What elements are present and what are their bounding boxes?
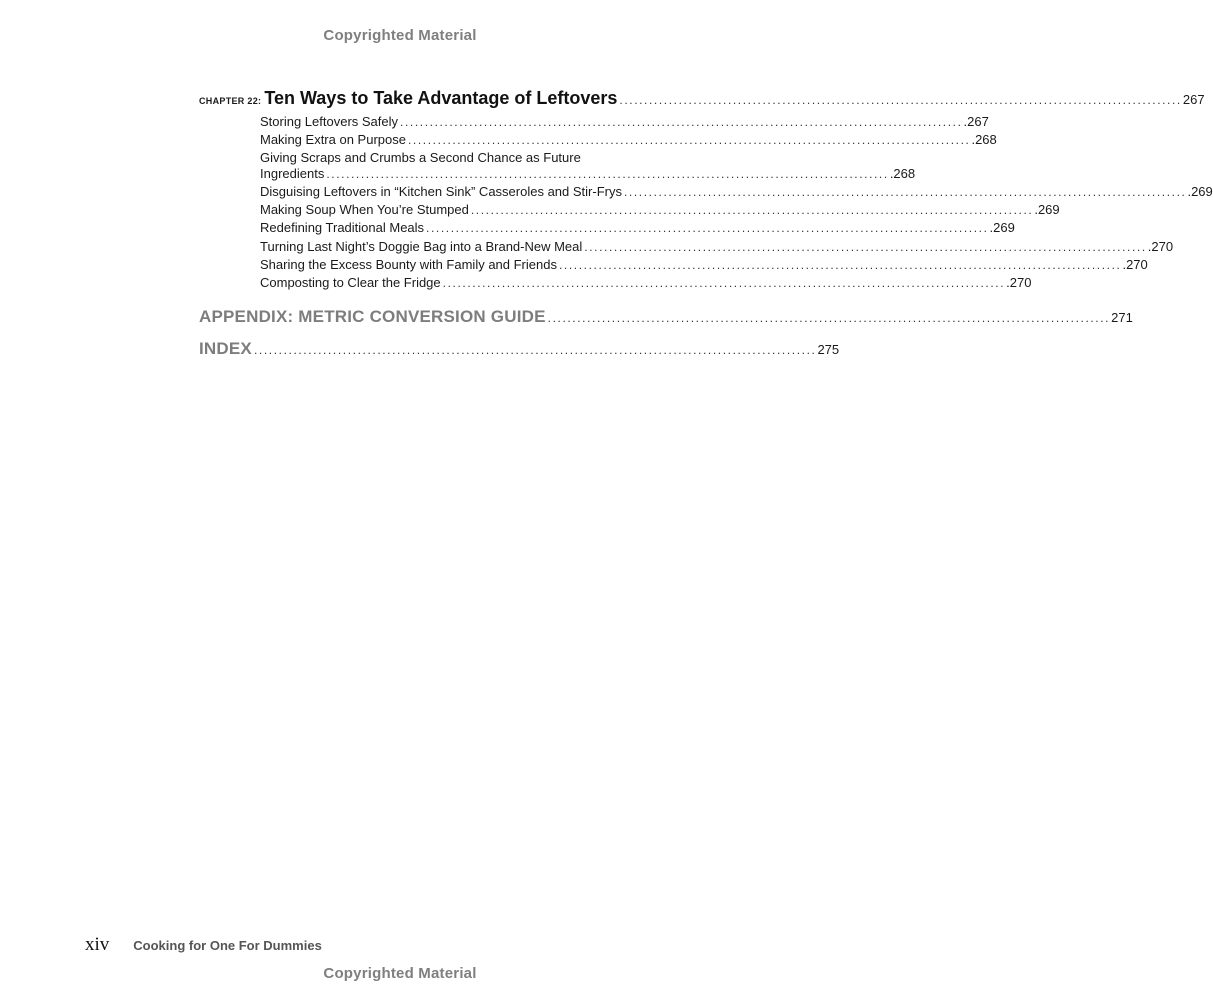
- entry-title-line2: Ingredients: [260, 165, 325, 181]
- entry-title: Making Extra on Purpose: [260, 132, 406, 148]
- dot-leader: ..................................................................................................................: [558, 258, 1122, 273]
- toc-entry[interactable]: [260, 201, 1060, 219]
- entry-page-number: .267: [963, 114, 989, 129]
- dot-leader: ..................................................................................................................: [584, 239, 1147, 254]
- entry-continuation: [260, 165, 916, 183]
- entry-title: Sharing the Excess Bounty with Family and Friends: [260, 257, 557, 273]
- toc-entry[interactable]: [260, 113, 989, 131]
- dot-leader: ..................................................................................................................: [426, 221, 989, 236]
- dot-leader: ..................................................................................................................: [470, 203, 1034, 218]
- entry-page-number: .269: [1187, 183, 1213, 199]
- toc-entry[interactable]: [260, 219, 1015, 237]
- chapter-heading[interactable]: [199, 88, 1205, 109]
- index-title: INDEX: [199, 338, 252, 358]
- copyright-watermark-top: Copyrighted Material: [323, 27, 477, 44]
- dot-leader: ..................................................................................................................: [547, 310, 1111, 325]
- appendix-title: APPENDIX: METRIC CONVERSION GUIDE: [199, 306, 546, 326]
- entry-page-number: .268: [889, 165, 916, 181]
- toc-entry[interactable]: [260, 149, 916, 183]
- dot-leader: ..................................................................................................................: [253, 342, 817, 357]
- entry-page-number: .270: [1122, 257, 1148, 273]
- dot-leader: ..................................................................................................................: [623, 184, 1187, 199]
- chapter-page-number: 267: [1182, 92, 1205, 107]
- entry-page-number: .270: [1006, 275, 1032, 291]
- entry-page-number: .269: [989, 220, 1015, 236]
- entry-page-number: .270: [1147, 238, 1174, 254]
- dot-leader: ..................................................................................................................: [442, 276, 1006, 291]
- footer-book-title: Cooking for One For Dummies: [133, 938, 322, 953]
- chapter-title: Ten Ways to Take Advantage of Leftovers: [264, 88, 618, 108]
- entry-page-number: .268: [971, 132, 997, 148]
- dot-leader: ..................................................................................................................: [407, 133, 971, 148]
- dot-leader: ..................................................................................................................: [326, 166, 889, 181]
- entry-title: Composting to Clear the Fridge: [260, 275, 441, 291]
- entry-title: Storing Leftovers Safely: [260, 114, 399, 129]
- toc-entry[interactable]: [260, 238, 1174, 256]
- chapter-label: CHAPTER 22:: [199, 96, 262, 106]
- table-of-contents: [199, 88, 1213, 359]
- index-entry[interactable]: [199, 338, 840, 359]
- section-list: [260, 113, 1213, 293]
- entry-title: Redefining Traditional Meals: [260, 220, 425, 236]
- entry-title: Turning Last Night’s Doggie Bag into a Brand-New Meal: [260, 238, 583, 254]
- appendix-entry[interactable]: [199, 306, 1133, 327]
- footer-page-number: xiv: [85, 934, 110, 955]
- entry-title-line1: Giving Scraps and Crumbs a Second Chance as Future: [260, 149, 581, 165]
- toc-entry[interactable]: [260, 131, 997, 149]
- entry-title: Making Soup When You’re Stumped: [260, 202, 469, 218]
- appendix-page-number: 271: [1111, 309, 1133, 325]
- dot-leader: ..................................................................................................................: [619, 93, 1182, 107]
- page-footer: [85, 934, 322, 956]
- entry-title: Disguising Leftovers in “Kitchen Sink” Casseroles and Stir-Frys: [260, 183, 622, 199]
- copyright-watermark-bottom: Copyrighted Material: [323, 965, 477, 982]
- index-page-number: 275: [817, 341, 840, 357]
- toc-entry[interactable]: [260, 274, 1032, 292]
- dot-leader: ..................................................................................................................: [400, 115, 963, 129]
- toc-entry[interactable]: [260, 256, 1148, 274]
- entry-page-number: .269: [1034, 202, 1060, 218]
- toc-entry[interactable]: [260, 183, 1213, 201]
